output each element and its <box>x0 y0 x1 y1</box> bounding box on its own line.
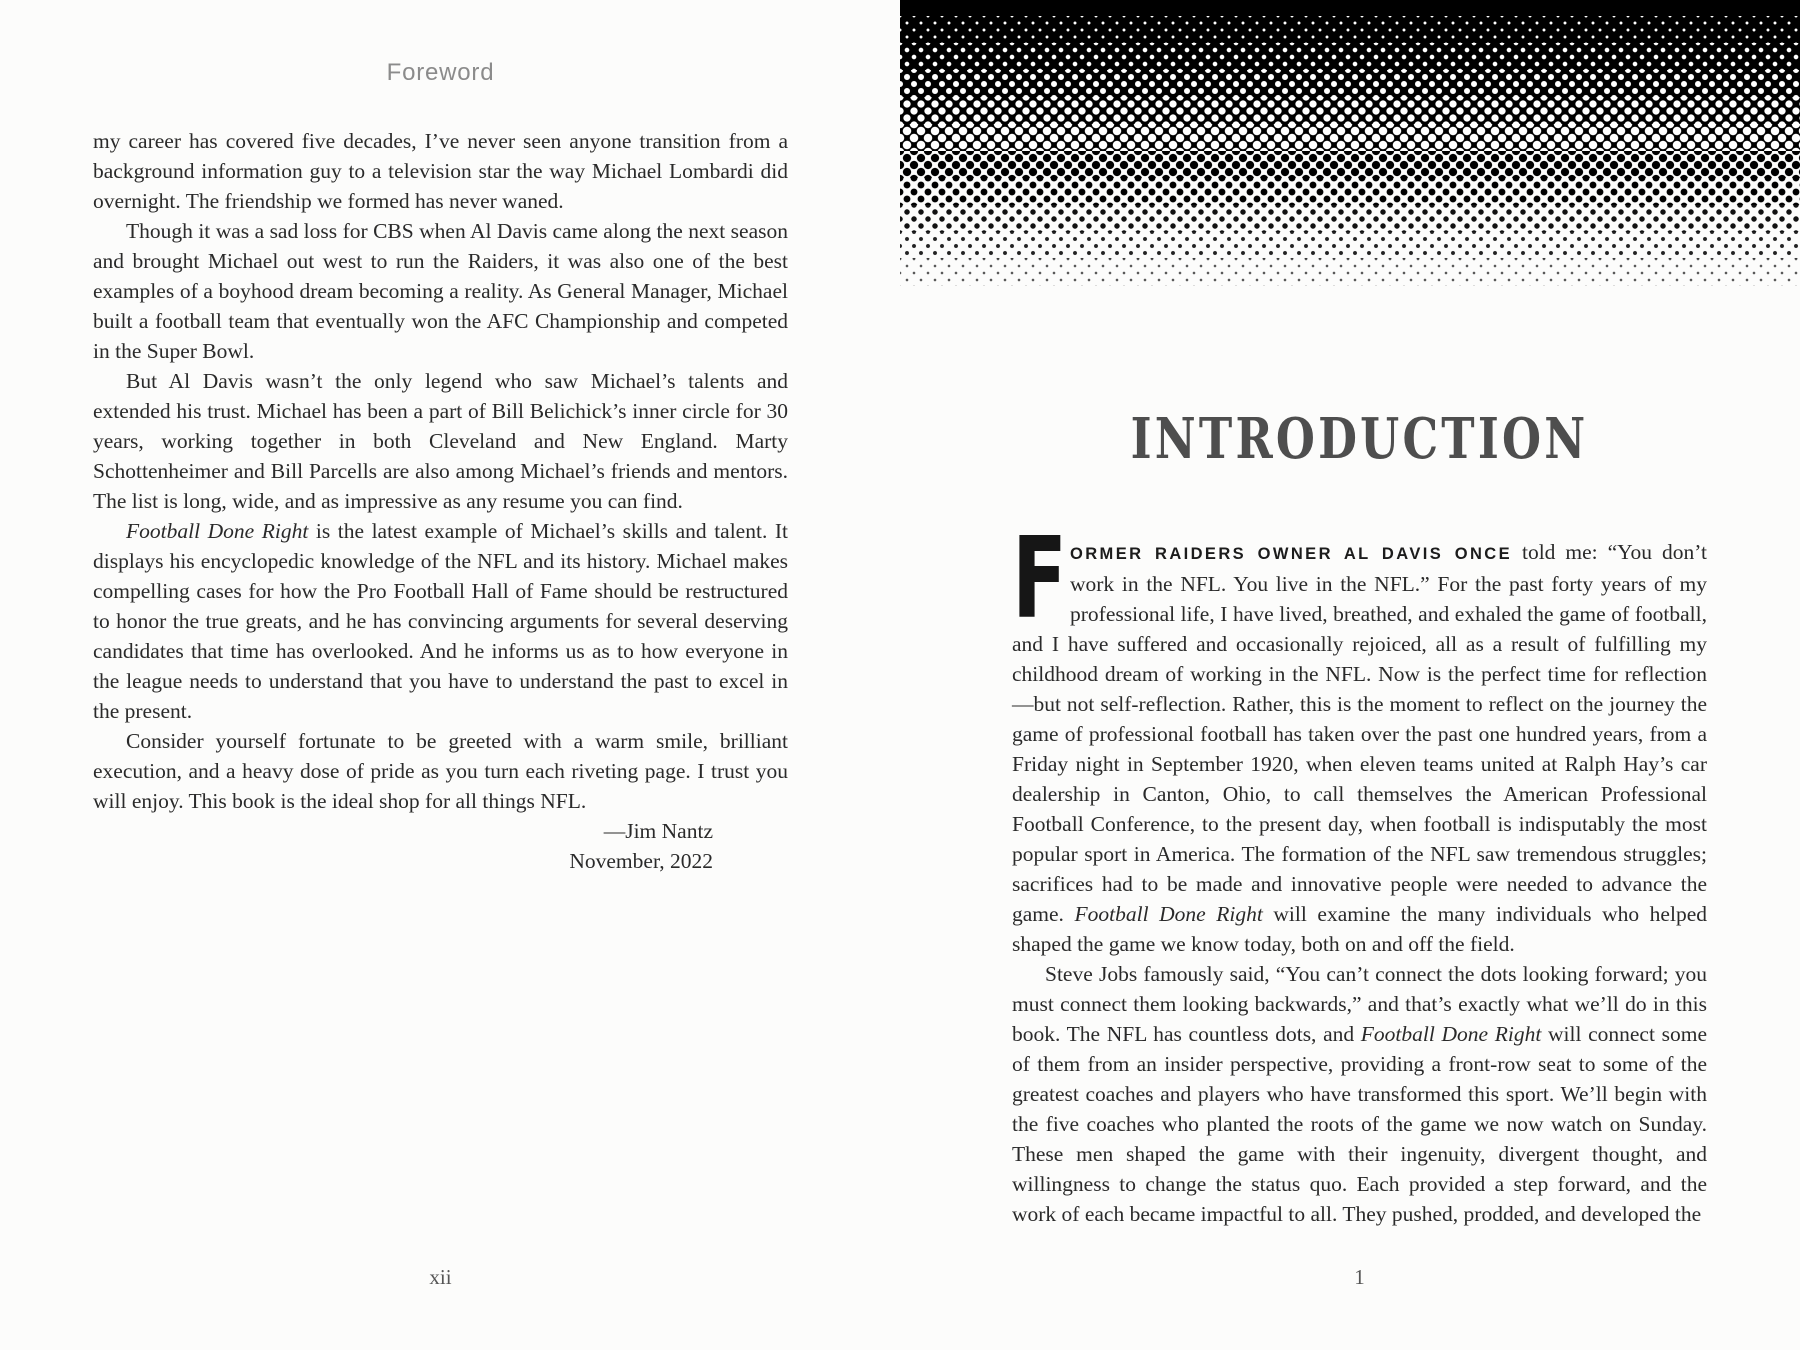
text-segment: Though it was a sad loss for CBS when Al Davis came along the next season and brought Michael out west to run the Raiders, it was also one of the best examples of a boyhood dream becoming a reality. As General Manager, Michael built a football team that eventually won the AFC Championship and competed in the Super Bowl. <box>93 219 788 363</box>
opening-paragraph-text <box>1012 540 1707 956</box>
paragraph <box>93 366 788 516</box>
italic-text: Football Done Right <box>126 519 309 543</box>
signature-name: —Jim Nantz <box>603 819 713 843</box>
page-introduction <box>1012 0 1707 1350</box>
folio-left: xii <box>429 1265 452 1289</box>
drop-cap: F <box>1012 514 1068 644</box>
text-segment: told me: “You don’t work in the NFL. You live in the NFL.” For the past forty years of my professional life, I have lived, breathed, and exhaled the game of football, and I have suffered and occasionally rejoiced, all as a result of fulfilling my childhood dream of working in the NFL. Now is the perfect time for reflection—but not self-reflection. Rather, this is the moment to reflect on the journey the game of professional football has taken over the past one hundred years, from a Friday night in September 1920, when eleven teams united at Ralph Hay’s car dealership in Canton, Ohio, to call themselves the American Professional Football Conference, to the present day, when football is indisputably the most popular sport in America. The formation of the NFL saw tremendous struggles; sacrifices had to be made and innovative people were needed to advance the game. <box>1012 540 1707 926</box>
introduction-body-text <box>1012 514 1707 1229</box>
text-segment: Consider yourself fortunate to be greeted with a warm smile, brilliant execution, and a heavy dose of pride as you turn each riveting page. I trust you will enjoy. This book is the ideal shop for all things NFL. <box>93 729 788 813</box>
opening-paragraph <box>1012 514 1707 959</box>
chapter-title: INTRODUCTION <box>1130 406 1589 472</box>
paragraph <box>93 126 788 216</box>
page-foreword <box>93 0 788 1350</box>
paragraph <box>93 216 788 366</box>
paragraph <box>93 516 788 726</box>
paragraph <box>93 726 788 816</box>
paragraph <box>1012 959 1707 1229</box>
opener-small-caps: ORMER RAIDERS OWNER AL DAVIS ONCE <box>1070 545 1512 563</box>
text-segment: my career has covered five decades, I’ve never seen anyone transition from a background information guy to a television star the way Michael Lombardi did overnight. The friendship we formed has never waned. <box>93 129 788 213</box>
foreword-body-text <box>93 126 788 876</box>
italic-text: Football Done Right <box>1360 1022 1542 1046</box>
signature-block <box>93 816 788 876</box>
text-segment: Steve Jobs famously said, “You can’t connect the dots looking forward; you must connect them looking backwards,” and that’s exactly what we’ll do in this book. The NFL has countless dots, and <box>1012 962 1707 1046</box>
italic-text: Football Done Right <box>1074 902 1263 926</box>
text-segment: is the latest example of Michael’s skills and talent. It displays his encyclopedic knowledge of the NFL and its history. Michael makes compelling cases for how the Pro Football Hall of Fame should be restructured to honor the true greats, and he has convincing arguments for several deserving candidates that time has overlooked. And he informs us as to how everyone in the league needs to understand that you have to understand the past to excel in the present. <box>93 519 789 723</box>
text-segment: But Al Davis wasn’t the only legend who saw Michael’s talents and extended his trust. Michael has been a part of Bill Belichick’s inner circle for 30 years, working together in both Cleveland and New England. Marty Schottenheimer and Bill Parcells are also among Michael’s friends and mentors. The list is long, wide, and as impressive as any resume you can find. <box>93 369 788 513</box>
text-segment: will connect some of them from an insider perspective, providing a front-row seat to some of the greatest coaches and players who have transformed this sport. We’ll begin with the five coaches who planted the roots of the game we now watch on Sunday. These men shaped the game with their ingenuity, divergent thought, and willingness to change the status quo. Each provided a step forward, and the work of each became impactful to all. They pushed, prodded, and developed the <box>1012 1022 1707 1226</box>
text-segment: will examine the many individuals who helped shaped the game we know today, both on and off the field. <box>1012 902 1707 956</box>
running-head: Foreword <box>386 59 495 86</box>
folio-right: 1 <box>1354 1265 1365 1289</box>
signature-date: November, 2022 <box>569 849 713 873</box>
